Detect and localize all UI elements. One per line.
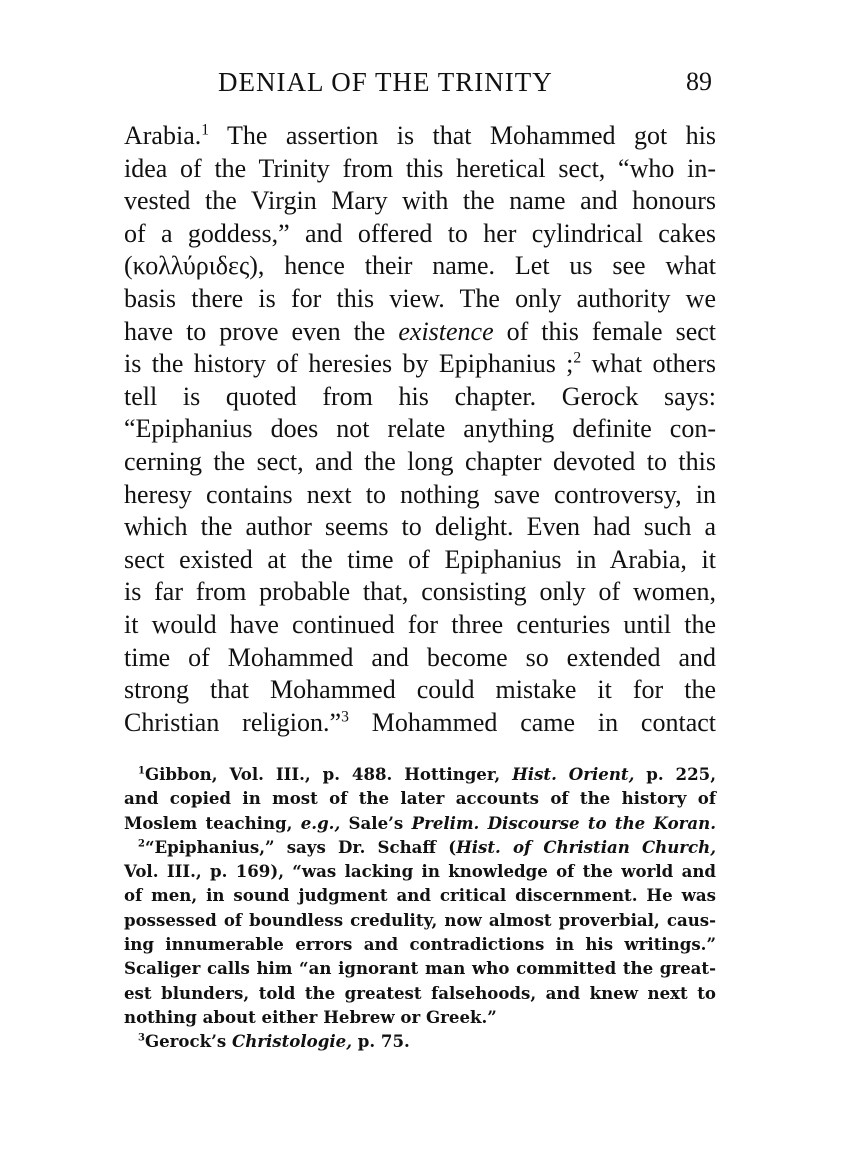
text-line: is the history of heresies by Epiphanius ;$^2$ what others: [124, 349, 716, 379]
text-line: it would have continued for three centuries until the: [124, 609, 716, 639]
footnote-line: of men, in sound judgment and critical discernment. He was: [124, 885, 716, 906]
text-line: heresy contains next to nothing save controversy, in: [124, 479, 716, 509]
text-line: (κολλύριδες), hence their name. Let us see what: [124, 251, 716, 281]
footnote-line: possessed of boundless credulity, now almost proverbial, caus-: [124, 909, 716, 930]
text-line: is far from probable that, consisting only of women,: [124, 577, 716, 607]
footnote-2: $^2$“Epiphanius,” says Dr. Schaff (Hist. of Christian Church,: [138, 836, 716, 857]
footnote-line: nothing about either Hebrew or Greek.”: [124, 1006, 497, 1027]
text-line: tell is quoted from his chapter. Gerock says:: [124, 381, 716, 411]
italic-term: existence: [398, 316, 494, 346]
footnote-1: $^1$Gibbon, Vol. III., p. 488. Hottinger, Hist. Orient, p. 225,: [138, 764, 716, 784]
text-line: strong that Mohammed could mistake it for the: [124, 675, 716, 705]
text-line: vested the Virgin Mary with the name and honours: [124, 186, 716, 216]
text-line: Christian religion.”$^3$ Mohammed came in contact: [124, 707, 716, 737]
text-line: “Epiphanius does not relate anything definite con-: [124, 414, 716, 444]
text-line: cerning the sect, and the long chapter devoted to this: [124, 446, 716, 476]
footnote-number: 3: [138, 1032, 145, 1044]
footnote-line: Vol. III., p. 169), “was lacking in knowledge of the world and: [124, 861, 716, 882]
page-number: 89: [686, 67, 712, 96]
footnote-3: $^3$Gerock’s Christologie, p. 75.: [138, 1031, 410, 1052]
text-line: idea of the Trinity from this heretical sect, “who in-: [124, 153, 716, 183]
text-line: sect existed at the time of Epiphanius in Arabia, it: [124, 544, 716, 574]
footnote-line: and copied in most of the later accounts of the history of: [124, 788, 716, 809]
page-header: [124, 64, 716, 104]
text-line: of a goddess,” and offered to her cylindrical cakes: [124, 218, 716, 248]
footnote-line: Scaliger calls him “an ignorant man who committed the great-: [124, 958, 716, 979]
footnote-marker: 2: [573, 349, 582, 367]
footnote-marker: 3: [341, 708, 349, 726]
running-title: DENIAL OF THE TRINITY: [218, 67, 553, 97]
footnote-line: Moslem teaching, e.g., Sale’s Prelim. Discourse to the Koran.: [124, 812, 716, 833]
footnote-number: 2: [138, 838, 145, 850]
footnote-line: est blunders, told the greatest falsehoods, and knew next to: [124, 982, 716, 1003]
text-line: basis there is for this view. The only authority we: [124, 283, 716, 313]
text-line: Arabia.$^1$ The assertion is that Mohammed got his: [124, 121, 716, 150]
footnotes: [124, 762, 716, 1054]
text-line: which the author seems to delight. Even had such a: [124, 512, 716, 542]
text-line: time of Mohammed and become so extended and: [124, 642, 716, 672]
main-text: [124, 120, 716, 739]
footnote-number: 1: [138, 765, 145, 777]
footnote-marker: 1: [201, 121, 210, 139]
text-line: have to prove even the existence of this female sect: [124, 316, 716, 346]
footnote-line: ing innumerable errors and contradictions in his writings.”: [124, 934, 716, 955]
